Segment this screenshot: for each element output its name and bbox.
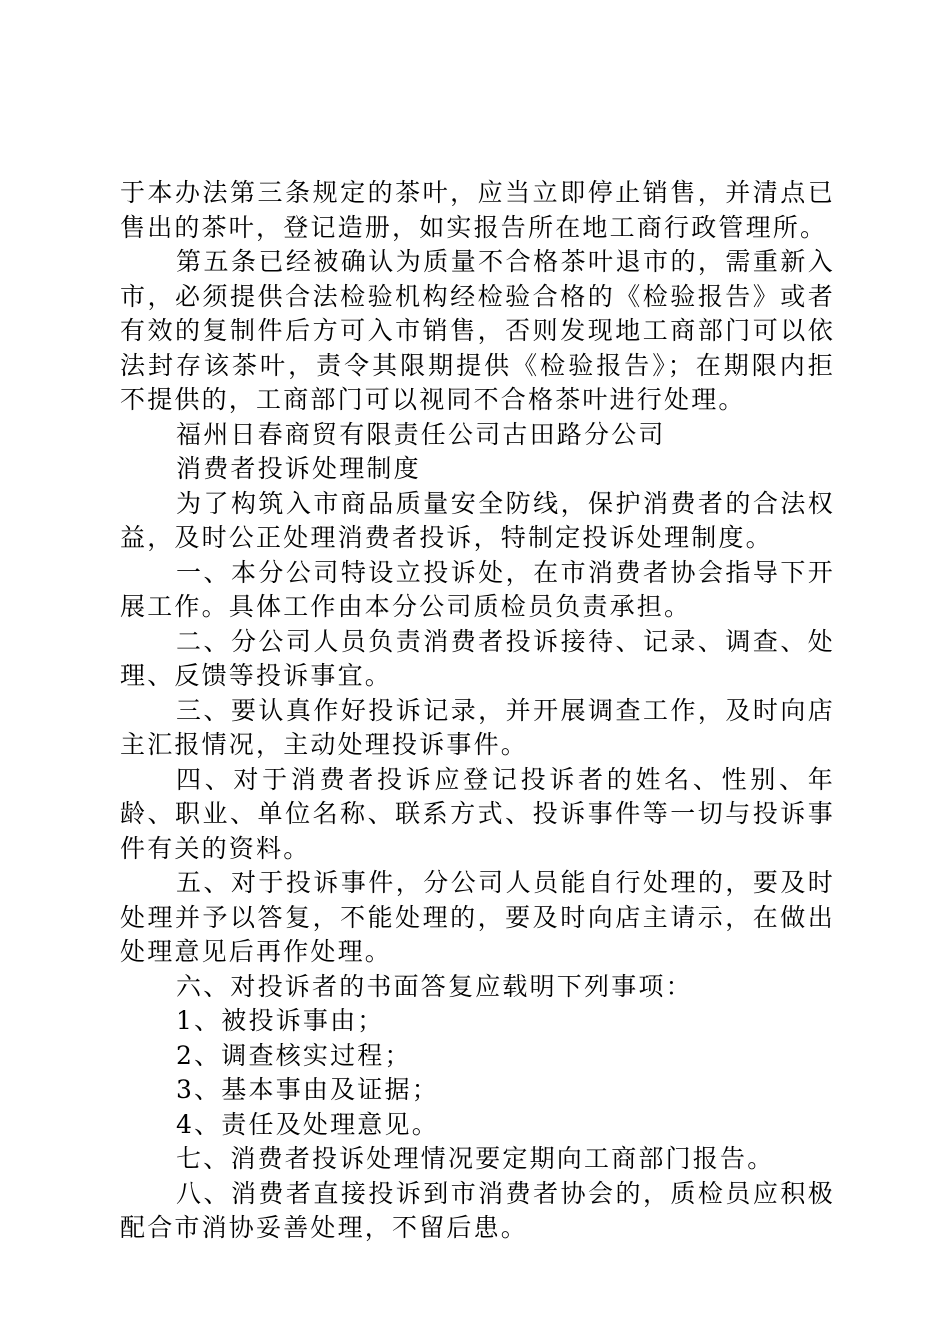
- paragraph-continuation: 于本办法第三条规定的茶叶，应当立即停止销售，并清点已售出的茶叶，登记造册，如实报告所在地工商行政管理所。: [120, 178, 835, 242]
- paragraph-intro: 为了构筑入市商品质量安全防线，保护消费者的合法权益，及时公正处理消费者投诉，特制定投诉处理制度。: [120, 488, 835, 552]
- list-item-4: 4、责任及处理意见。: [176, 1109, 439, 1139]
- paragraph-item-6: 六、对投诉者的书面答复应载明下列事项：: [176, 971, 693, 1001]
- paragraph-item-5: 五、对于投诉事件，分公司人员能自行处理的，要及时处理并予以答复，不能处理的，要及时向店主请示，在做出处理意见后再作处理。: [120, 868, 835, 966]
- paragraph-article-5: 第五条已经被确认为质量不合格茶叶退市的，需重新入市，必须提供合法检验机构经检验合格的《检验报告》或者有效的复制件后方可入市销售，否则发现地工商部门可以依法封存该茶叶，责令其限期提供《检验报告》；在期限内拒不提供的，工商部门可以视同不合格茶叶进行处理。: [120, 247, 835, 414]
- paragraph-item-2: 二、分公司人员负责消费者投诉接待、记录、调查、处理、反馈等投诉事宜。: [120, 626, 835, 690]
- paragraph-item-4: 四、对于消费者投诉应登记投诉者的姓名、性别、年龄、职业、单位名称、联系方式、投诉事件等一切与投诉事件有关的资料。: [120, 764, 835, 863]
- document-body: [120, 176, 835, 1246]
- paragraph-item-7: 七、消费者投诉处理情况要定期向工商部门报告。: [176, 1144, 775, 1173]
- paragraph-item-1: 一、本分公司特设立投诉处，在市消费者协会指导下开展工作。具体工作由本分公司质检员负责承担。: [120, 557, 835, 621]
- paragraph-item-8: 八、消费者直接投诉到市消费者协会的，质检员应积极配合市消协妥善处理，不留后患。: [120, 1178, 835, 1242]
- company-name: 福州日春商贸有限责任公司古田路分公司: [176, 419, 666, 449]
- paragraph-item-3: 三、要认真作好投诉记录，并开展调查工作，及时向店主汇报情况，主动处理投诉事件。: [120, 695, 835, 759]
- list-item-3: 3、基本事由及证据；: [176, 1075, 439, 1104]
- list-item-2: 2、调查核实过程；: [176, 1040, 412, 1070]
- section-title: 消费者投诉处理制度: [176, 454, 421, 483]
- list-item-1: 1、被投诉事由；: [176, 1006, 385, 1035]
